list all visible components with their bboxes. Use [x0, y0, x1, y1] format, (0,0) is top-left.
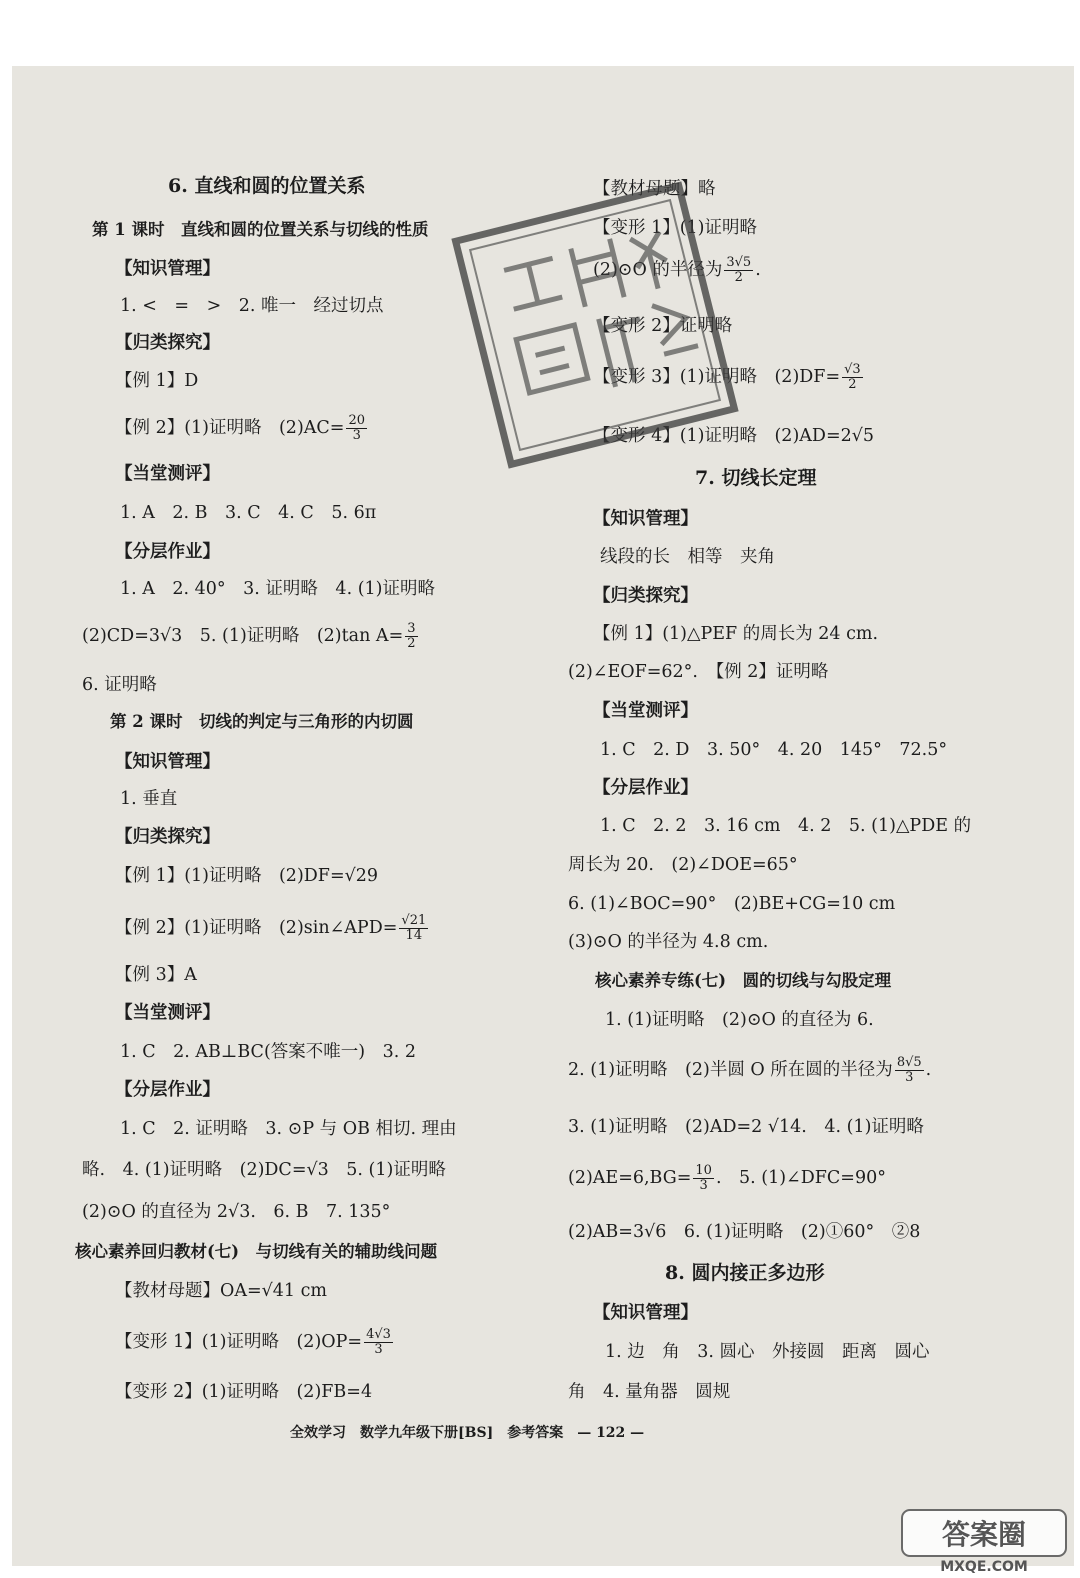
knowledge-head: 【知识管理】	[593, 509, 698, 529]
knowledge-head: 【知识管理】	[115, 259, 220, 279]
variant-4: 【变形 4】(1)证明略 (2)AD=2√5	[593, 426, 875, 446]
fraction: $\frac{10}{3}$	[695, 1163, 712, 1193]
variant-2: 【变形 2】证明略	[593, 316, 733, 336]
homework-line-2: 周长为 20. (2)∠DOE=65°	[568, 855, 798, 875]
variant-1-part-2: (2)⊙O 的半径为 $\frac{3√5}{2}$ .	[593, 255, 761, 285]
fraction: $\frac{√3}{2}$	[844, 362, 861, 392]
knowledge-line-2: 角 4. 量角器 圆规	[568, 1382, 731, 1402]
fraction: $\frac{√21}{14}$	[401, 913, 427, 943]
fraction: $\frac{3}{2}$	[407, 621, 416, 651]
knowledge-head: 【知识管理】	[115, 752, 220, 772]
homework-line-1: 1. C 2. 证明略 3. ⊙P 与 OB 相切. 理由	[120, 1119, 457, 1139]
homework-line-3: 6. 证明略	[82, 675, 157, 695]
knowledge-answer: 线段的长 相等 夹角	[600, 547, 775, 567]
test-head: 【当堂测评】	[593, 701, 698, 721]
knowledge-line-1: 1. 边 角 3. 圆心 外接圆 距离 圆心	[605, 1342, 930, 1362]
explore-head: 【归类探究】	[115, 827, 220, 847]
variant-2: 【变形 2】(1)证明略 (2)FB=4	[115, 1382, 373, 1402]
homework-line-1: 1. A 2. 40° 3. 证明略 4. (1)证明略	[120, 579, 435, 599]
fraction: $\frac{4√3}{3}$	[366, 1327, 391, 1357]
example-1: 【例 1】D	[115, 371, 199, 391]
test-answers: 1. A 2. B 3. C 4. C 5. 6π	[120, 503, 377, 523]
example-1: 【例 1】(1)△PEF 的周长为 24 cm.	[593, 624, 879, 644]
watermark-logo	[900, 1508, 1068, 1574]
core-practice-title: 核心素养专练(七) 圆的切线与勾股定理	[595, 971, 892, 990]
section-title-7: 7. 切线长定理	[695, 467, 817, 489]
test-head: 【当堂测评】	[115, 464, 220, 484]
lesson1-title: 第 1 课时 直线和圆的位置关系与切线的性质	[92, 220, 429, 239]
knowledge-answer: 1. 垂直	[120, 789, 178, 809]
core-answer-3: 3. (1)证明略 (2)AD=2 √14. 4. (1)证明略	[568, 1117, 924, 1137]
example-1: 【例 1】(1)证明略 (2)DF=√29	[115, 866, 379, 886]
knowledge-head: 【知识管理】	[593, 1303, 698, 1323]
textbook-problem: 【教材母题】OA=√41 cm	[115, 1281, 328, 1301]
homework-head: 【分层作业】	[115, 1080, 220, 1100]
homework-line-3: (2)⊙O 的直径为 2√3. 6. B 7. 135°	[82, 1202, 391, 1222]
homework-head: 【分层作业】	[593, 778, 698, 798]
watermark-text: 答案圈	[941, 1518, 1027, 1551]
variant-1: 【变形 1】(1)证明略	[593, 218, 757, 238]
homework-line-4: (3)⊙O 的半径为 4.8 cm.	[568, 932, 769, 952]
core-answer-5: (2)AB=3√6 6. (1)证明略 (2)①60° ②8	[568, 1222, 921, 1242]
homework-head: 【分层作业】	[115, 542, 220, 562]
fraction: $\frac{20}{3}$	[348, 413, 366, 443]
section-title-8: 8. 圆内接正多边形	[665, 1262, 825, 1284]
explore-head: 【归类探究】	[593, 586, 698, 606]
core-answer-4: (2)AE=6,BG= $\frac{10}{3}$ . 5. (1)∠DFC=90°	[568, 1163, 886, 1193]
watermark-url: MXQE.COM	[940, 1559, 1028, 1574]
test-head: 【当堂测评】	[115, 1003, 220, 1023]
example-1-part-2: (2)∠EOF=62°. 【例 2】证明略	[568, 662, 829, 682]
example-3: 【例 3】A	[115, 965, 197, 985]
school-stamp	[440, 180, 750, 470]
homework-line-3: 6. (1)∠BOC=90° (2)BE+CG=10 cm	[568, 894, 896, 914]
homework-line-2: 略. 4. (1)证明略 (2)DC=√3 5. (1)证明略	[82, 1160, 446, 1180]
example-2: 【例 2】(1)证明略 (2)AC= $\frac{20}{3}$	[115, 413, 366, 443]
homework-line-2: (2)CD=3√3 5. (1)证明略 (2)tan A= $\frac{3}{2}$	[82, 621, 416, 651]
knowledge-answer: 1. < = > 2. 唯一 经过切点	[120, 296, 384, 316]
core-answer-1: 1. (1)证明略 (2)⊙O 的直径为 6.	[605, 1010, 874, 1030]
page-footer: 全效学习 数学九年级下册[BS] 参考答案 — 122 —	[290, 1425, 645, 1441]
core-return-title: 核心素养回归教材(七) 与切线有关的辅助线问题	[75, 1242, 438, 1261]
fraction: $\frac{8√5}{3}$	[896, 1055, 922, 1085]
section-title-6: 6. 直线和圆的位置关系	[168, 175, 366, 197]
test-answers: 1. C 2. AB⊥BC(答案不唯一) 3. 2	[120, 1042, 416, 1062]
test-answers: 1. C 2. D 3. 50° 4. 20 145° 72.5°	[600, 740, 948, 760]
lesson2-title: 第 2 课时 切线的判定与三角形的内切圆	[110, 712, 414, 731]
core-answer-2: 2. (1)证明略 (2)半圆 O 所在圆的半径为 $\frac{8√5}{3}$ .	[568, 1055, 932, 1085]
variant-1: 【变形 1】(1)证明略 (2)OP= $\frac{4√3}{3}$	[115, 1327, 391, 1357]
fraction: $\frac{3√5}{2}$	[726, 255, 752, 285]
homework-line-1: 1. C 2. 2 3. 16 cm 4. 2 5. (1)△PDE 的	[600, 816, 972, 836]
explore-head: 【归类探究】	[115, 333, 220, 353]
variant-3: 【变形 3】(1)证明略 (2)DF= $\frac{√3}{2}$	[593, 362, 861, 392]
example-2: 【例 2】(1)证明略 (2)sin∠APD= $\frac{√21}{14}$	[115, 913, 427, 943]
textbook-problem: 【教材母题】略	[593, 179, 716, 199]
